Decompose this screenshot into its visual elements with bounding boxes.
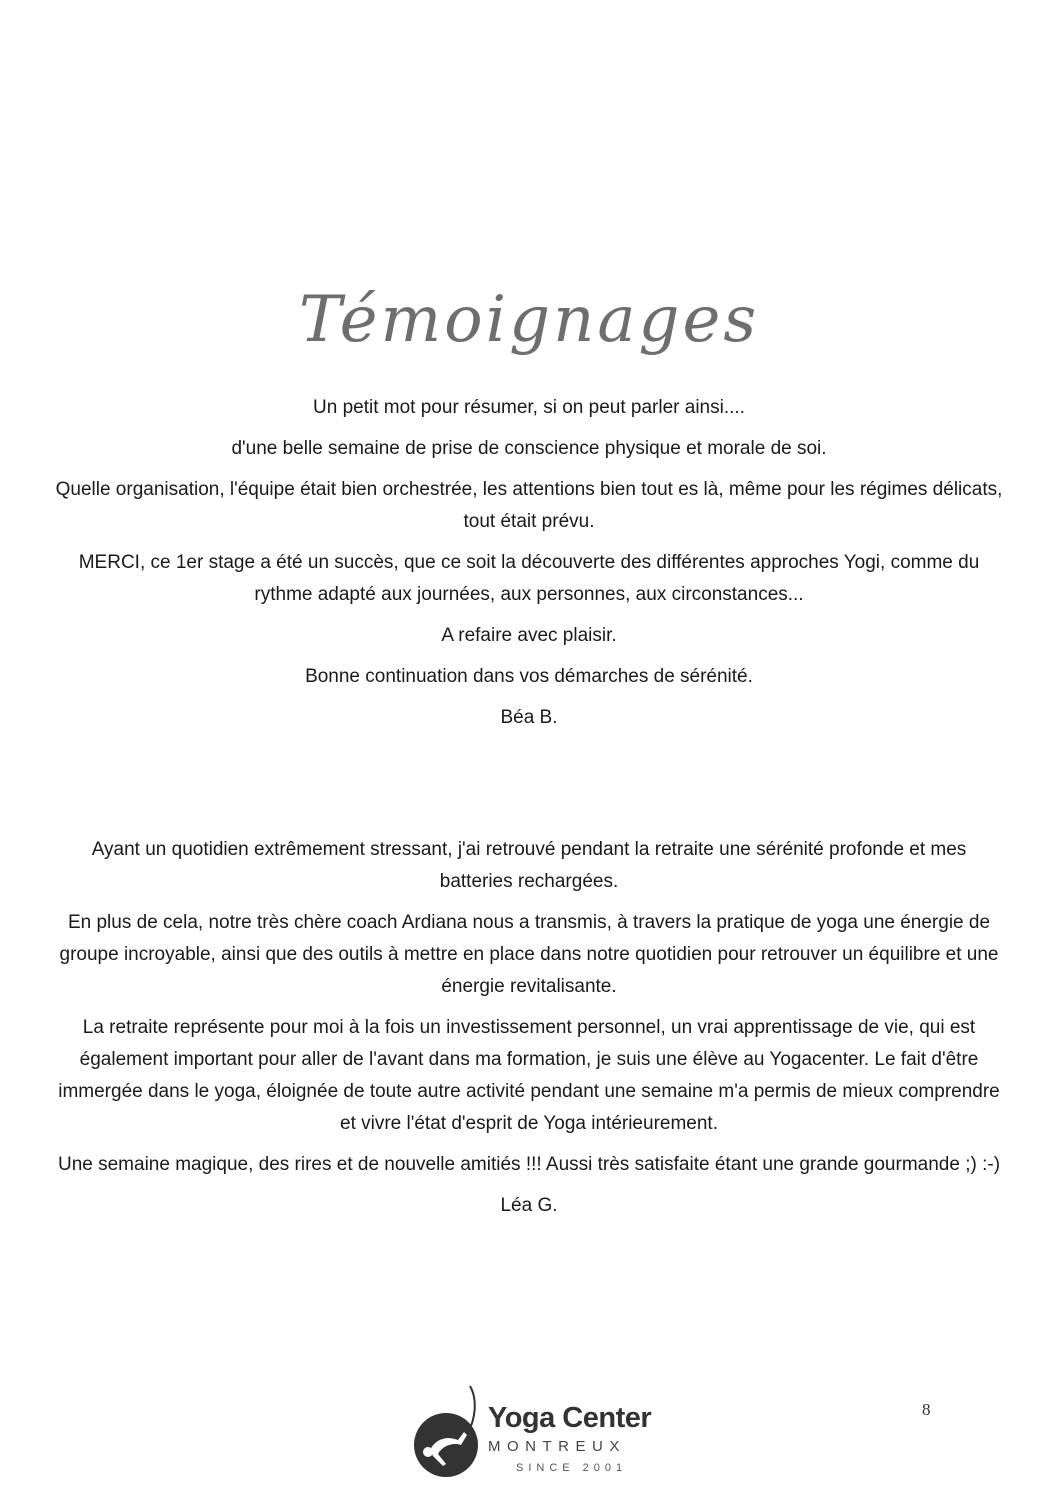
logo-since: SINCE 2001	[516, 1462, 628, 1474]
yoga-center-logo	[408, 1380, 658, 1485]
logo-name: Yoga Center	[488, 1402, 652, 1434]
testimonial-bea	[55, 392, 1003, 743]
testimonial-paragraph: En plus de cela, notre très chère coach Ardiana nous a transmis, à travers la pratique de yoga une énergie de groupe incroyable, ainsi que des outils à mettre en place dans notre quotidien pour retrouver un équilibre et une énergie revitalisante.	[59, 912, 999, 997]
testimonial-paragraph: A refaire avec plaisir.	[441, 625, 617, 646]
testimonial-paragraph: Une semaine magique, des rires et de nouvelle amitiés !!! Aussi très satisfaite étant une grande gourmande ;) :-)	[57, 1154, 1001, 1175]
testimonial-lea	[55, 834, 1003, 1231]
testimonial-author: Léa G.	[500, 1195, 558, 1216]
yoga-pose-icon	[408, 1380, 488, 1485]
logo-city: MONTREUX	[488, 1438, 626, 1455]
page-title: Témoignages	[298, 282, 760, 357]
testimonial-paragraph: Bonne continuation dans vos démarches de sérénité.	[305, 666, 753, 687]
page-number: 8	[922, 1400, 931, 1419]
testimonial-paragraph: MERCI, ce 1er stage a été un succès, que ce soit la découverte des différentes approches Yogi, comme du rythme adapté aux journées, aux personnes, aux circonstances...	[78, 552, 980, 605]
testimonial-paragraph: Ayant un quotidien extrêmement stressant, j'ai retrouvé pendant la retraite une sérénité profonde et mes batteries rechargées.	[91, 839, 967, 892]
testimonial-paragraph: Quelle organisation, l'équipe était bien orchestrée, les attentions bien tout es là, même pour les régimes délicats, tout était prévu.	[55, 479, 1003, 532]
testimonial-paragraph: d'une belle semaine de prise de conscience physique et morale de soi.	[231, 438, 827, 459]
testimonial-author: Béa B.	[500, 707, 558, 728]
testimonial-paragraph: La retraite représente pour moi à la fois un investissement personnel, un vrai apprentissage de vie, qui est également important pour aller de l'avant dans ma formation, je suis une élève au Yogacenter. Le fait d'être immergée dans le yoga, éloignée de toute autre activité pendant une semaine m'a permis de mieux comprendre et vivre l'état d'esprit de Yoga intérieurement.	[58, 1017, 1000, 1134]
testimonial-paragraph: Un petit mot pour résumer, si on peut parler ainsi....	[313, 397, 745, 418]
